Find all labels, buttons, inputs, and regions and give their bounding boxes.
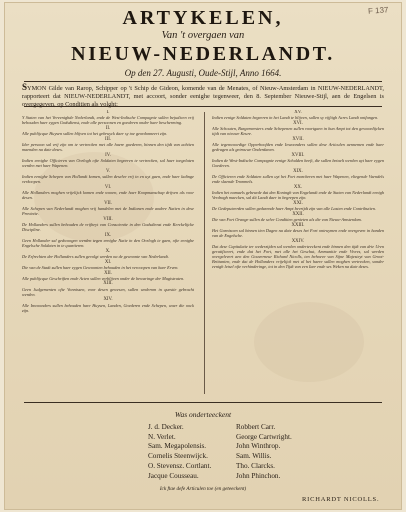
article-text: Geen Hollander sal gedwongen werden tegen eenighe Natie in den Oorlogh te gaen, ofte eenighe Engelsche Soldaten in te quartieren. [22,237,194,249]
article-number: V. [105,168,111,174]
article-number: VII. [104,200,112,206]
dateline: Op den 27. Augusti, Oude-Stijl, Anno 1664. [124,68,282,78]
article-text: Het Garnisoen sal binnen tien Dagen na date deses het Fort ontruymen ende overgeven in handen van de Engelsche. [212,227,384,238]
article-text: Y Staten van het Vereenighde Nederlandt, ende de West-Indische Compagnie sullen bejudicen vrij behouden haer eygen Godsdienst, ende alle persoonen en goederen onder haer bescherming. [22,115,194,126]
signatures-left-column [148,423,211,481]
signatory-name: J. d. Decker. [148,423,184,431]
article-text: Dat dese Capitulatie ter wederzijden sal werden onderteeckent ende binnen den tijdt van drie Uren geratificeert, ende dat het Fort, met alle het Geschut, Ammunitie ende Vivres, sal werden overgelevert aen den Gouverneur Richard Nicolls, ten behoeve van Sijne Majesteyt van Groot-Brittanien, ende dat de Hollanders vrijelijck met al het haere sullen moghen vertrecken, sonder eenigh letsel ofte verhinderinge, tot in den Tijdt van een Iaer ende ses Weken na date deses. [212,243,384,270]
signatory-name: John Winthrop. [236,442,281,451]
document-subtitle: Van 't overgaen van [161,30,245,41]
intro-text: YMON Gilde van Rarop, Schipper op 't Schip de Gideon, komende van de Menates, of Nieuw-Amsterdam in NIEUW-NEDERLANDT, rapporteert dat NIEUW-NEDERLANDT, met accoort, sonder eenighe tegenweer, den 8. September Nieuwe-Stijl, aen de Engelsen is overgegeven, op Conditien als volght: [22,85,384,108]
article-number: IV. [105,152,111,158]
document-title-top: ARTYKELEN, [122,7,284,29]
signatory-name: Sam. Willis. [236,452,272,461]
article-text: Alle publijcque Huysen sullen blijven tot het gebruyck daer sy toe geordonneert zijn. [22,131,168,137]
article-number: XXIV. [291,238,305,244]
signatory-name: John Phinchon. [236,471,281,480]
article-number: VI. [104,184,112,190]
signatory-name: Cornelis Steenwijck. [148,452,208,461]
article-text: Indien het namaels gebeurde dat den Koningh van Engelandt ende de Staten van Nederlandt eenigh Verdragh maecken, sal dit Landt daer in begrepen zijn. [212,190,384,201]
article-text: Alle Schouten, Burgemeesters ende Schepenen sullen voortgaen in hun Ampt tot den gewoonlijcken tijdt van nieuwe Keure. [212,126,384,137]
article-text: Die van Fort Orange sullen de selve Conditien genieten als die van Nieuw-Amsterdam. [212,216,362,222]
article-text: Alle Inwoonders sullen behouden hare Huysen, Landen, Goederen ende Schepen, waer die oock zijn. [22,302,194,313]
article-text: De Erfrechten der Hollanders sullen gevolgt werden na de gewoonte van Nederlandt. [22,253,169,259]
article-number: XX. [293,184,303,190]
signatures-heading: Was onderteeckent [174,410,232,419]
final-signature: RICHARDT NICOLLS. [302,496,380,503]
signatory-name: George Cartwright. [236,432,292,441]
article-number: I. [106,110,110,115]
signatory-name: Tho. Clarcks. [236,461,275,470]
article-number: IX. [104,232,112,238]
header-rule [24,81,382,82]
article-number: VIII. [103,216,113,222]
intro-paragraph [22,84,384,108]
article-text: De Gedeputeerden sullen gedurende haer Ampt bevrijdt zijn van alle Lasten ende Contributien. [212,206,376,212]
article-text: Alle Hollanders moghen vrijelijck komen ende wonen, ende haer Koopmanschap drijven als voor desen. [22,190,194,201]
article-number: XXI. [293,200,303,206]
article-text: Alle tegenwoordige Opperhoofden ende Inwoonders sullen dese Articulen aennemen ende haer gedragen als getrouwe Onderdanen. [212,142,384,153]
article-number: XIV. [103,297,113,303]
article-number: XIX. [293,168,303,174]
article-text: Die van de Stadt sullen haer eygen Gewoonten behouden in het vercoopen van haer Erven. [22,264,179,270]
archive-mark: F 137 [367,5,389,16]
article-text: De Hollanders sullen behouden de vrijheyt van Conscientie in den Godsdienst ende Kerckelijcke Discipline. [22,222,194,233]
document-title-main: NIEUW-NEDERLANDT. [71,43,335,65]
article-text: De Officieren ende Soldaten sullen uyt het Fort marcheren met haer Wapenen, vliegende Vaendels ende slaende Trommels. [212,174,384,185]
article-text: Alle Schepen van Nederlandt moghen vrij handelen met de Indianen ende andere Natien in dese Provintie. [22,206,194,217]
column-divider [204,112,205,394]
articles-right-column [212,110,384,398]
articles-left-column [22,110,194,398]
article-number: III. [105,136,111,142]
approval-line: Ick ftae defe Articulen toe (en geteeckent) [159,486,247,492]
article-number: XXII. [292,211,304,217]
article-number: XVI. [293,120,303,126]
article-number: XVIII. [291,152,305,158]
signatory-name: Sam. Megapolensis. [148,442,207,451]
article-text: Geen Judgementen ofte Vonnissen, voor desen gewesen, sullen wederom in questie gebracht werden. [22,286,194,297]
article-text: Alle publijcque Geschriften ende Acten sullen verblijven onder de bewaringe der Magistraten. [22,275,185,281]
articles-rule [24,402,382,403]
signatory-name: N. Verlet. [148,432,176,441]
article-text: Indien eenige Soldaten begeeren in het Landt te blijven, sullen sy vijftigh Acres Landt ontfangen. [212,115,379,121]
article-number: XI. [104,259,112,265]
signatory-name: Robbert Carr. [236,423,276,431]
signatory-name: Jacque Cousseau. [148,471,199,480]
article-number: II. [105,125,111,131]
article-number: XV. [294,110,302,115]
article-text: Ider persoon sal vrij zijn om te vertrecken met alle haere goederen, binnen den tijdt van achtien maenden na date deses. [22,142,194,153]
intro-rule [24,106,382,107]
article-text: Indien de West-Indische Compagnie eenige Schulden heeft, die sullen betaelt werden uyt haer eygen Goederen. [212,158,384,169]
article-number: XII. [104,270,112,276]
article-text: Indien eenighe Schepen van Hollandt komen, sullen deselve vrij in en uyt gaen, ende haer ladinge verkoopen. [22,174,194,185]
article-number: XIII. [103,281,113,287]
intro-dropcap: S [22,82,28,92]
article-text: Indien eenighe Officieren van Oorlogh ofte Soldaten begeeren te vertrecken, sal haer toegelaten werden met haer Wapenen. [22,158,194,169]
article-number: X. [105,248,111,254]
article-number: XVII. [292,136,304,142]
signatures-right-column [236,423,292,481]
signatory-name: O. Stevensz. Cortlant. [148,461,212,470]
article-number: XXIII. [291,222,305,228]
document-sheet [4,2,402,510]
